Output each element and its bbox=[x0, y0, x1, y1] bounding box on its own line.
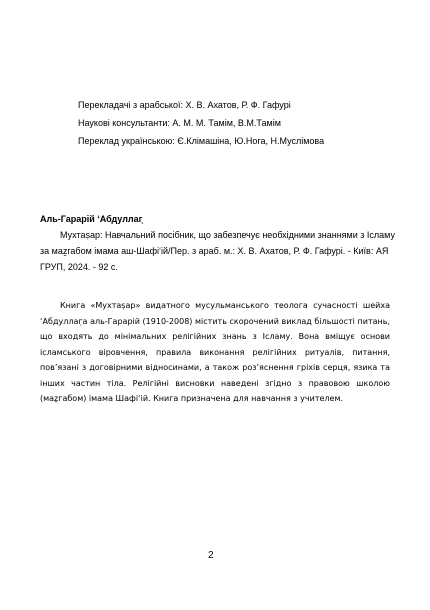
page-number: 2 bbox=[208, 550, 214, 561]
consultants-line: Наукові консультанти: А. М. М. Тамім, В.М.Тамім bbox=[78, 118, 281, 128]
translators-line: Перекладачі з арабської: Х. В. Ахатов, Р. Ф. Гафурі bbox=[78, 100, 291, 110]
credits-block bbox=[78, 96, 324, 150]
book-annotation: Книга «Мухтаṣар» видатного мусульманського теолога сучасності шейха ‘Абдуллаг̣а аль-Гарарій (1910-2008) містить скорочений виклад більшості питань, що входять до мінімальних релігійних знань з Ісламу. Вона вміщує основи ісламського віровчення, правила виконання релігійних ритуалів, питання, пов’язані з договірними відносинами, а також роз’яснення гріхів серця, язика та інших частин тіла. Релігійні висновки наведені згідно з правовою школою (маẕгабом) імама Шафі‘ій. Книга призначена для навчання з учителем. bbox=[40, 301, 390, 403]
bibliographic-record bbox=[40, 211, 395, 275]
bibliographic-description: Мухтаṣар: Навчальний посібник, що забезпечує необхідними знаннями з Ісламу за маẕгабом імама аш-Шафі‘ій/Пер. з араб. м.: Х. В. Ахатов, Р. Ф. Гафурі. - Київ: АЯ ГРУП, 2024. - 92 с. bbox=[40, 230, 395, 272]
author-heading: Аль-Гарарій ‘Абдуллаг̣ bbox=[40, 214, 143, 224]
ukrainian-translation-line: Переклад українською: Є.Клімашіна, Ю.Нога, Н.Муслімова bbox=[78, 136, 325, 146]
